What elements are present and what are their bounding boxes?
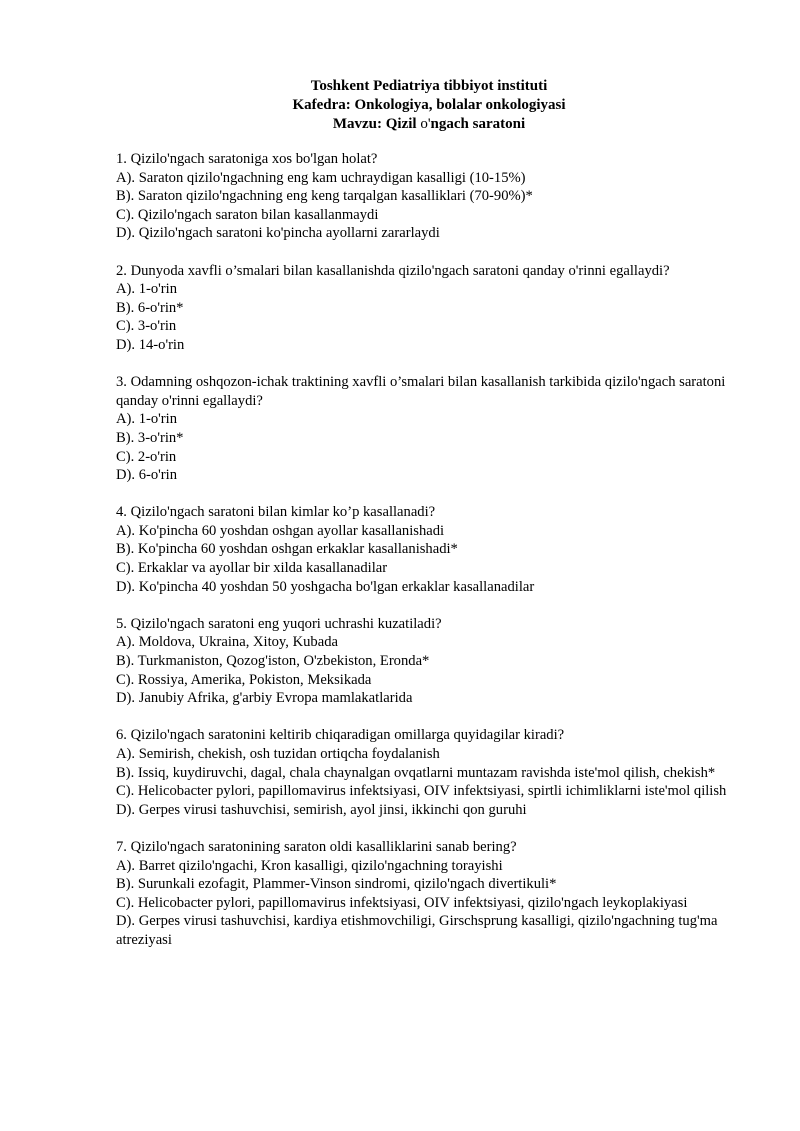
option-b: B). Issiq, kuydiruvchi, dagal, chala chaynalgan ovqatlarni muntazam ravishda iste'mol qilish, chekish*	[116, 764, 716, 781]
question-4	[116, 503, 746, 596]
option-d: D). 14-o'rin	[116, 336, 185, 353]
option-d: D). 6-o'rin	[116, 467, 177, 484]
question-1	[116, 150, 746, 243]
option-a: A). Ko'pincha 60 yoshdan oshgan ayollar kasallanishadi	[116, 522, 445, 539]
question-text: 2. Dunyoda xavfli o’smalari bilan kasallanishda qizilo'ngach saratoni qanday o'rinni egallaydi?	[116, 262, 670, 279]
question-text: 3. Odamning oshqozon-ichak traktining xavfli o’smalari bilan kasallanish tarkibida qizilo'ngach saratoni qanday o'rinni egallaydi?	[116, 374, 726, 409]
question-2	[116, 262, 746, 355]
option-c: C). Helicobacter pylori, papillomavirus infektsiyasi, OIV infektsiyasi, spirtli ichimliklarni iste'mol qilish	[116, 783, 727, 800]
question-text: 7. Qizilo'ngach saratonining saraton oldi kasalliklarini sanab bering?	[116, 838, 517, 855]
option-a: A). 1-o'rin	[116, 411, 177, 428]
option-b: B). Ko'pincha 60 yoshdan oshgan erkaklar kasallanishadi*	[116, 541, 458, 558]
option-a: A). Barret qizilo'ngachi, Kron kasalligi, qizilo'ngachning torayishi	[116, 857, 503, 874]
question-7	[116, 838, 746, 950]
option-c: C). Qizilo'ngach saraton bilan kasallanmaydi	[116, 206, 379, 223]
option-c: C). Erkaklar va ayollar bir xilda kasallanadilar	[116, 560, 388, 577]
topic-middle: o'	[420, 116, 431, 132]
option-a: A). Saraton qizilo'ngachning eng kam uchraydigan kasalligi (10-15%)	[116, 169, 526, 186]
option-a: A). 1-o'rin	[116, 281, 177, 298]
question-6	[116, 726, 746, 819]
institute-title: Toshkent Pediatriya tibbiyot instituti	[310, 78, 548, 94]
option-c: C). Rossiya, Amerika, Pokiston, Meksikada	[116, 671, 372, 688]
option-d: D). Gerpes virusi tashuvchisi, kardiya etishmovchiligi, Girschsprung kasalligi, qizilo'ngachning tug'ma atreziyasi	[116, 913, 718, 948]
topic-suffix: ngach saratoni	[430, 116, 526, 132]
question-list	[116, 150, 746, 968]
document-header	[0, 77, 800, 134]
option-b: B). Saraton qizilo'ngachning eng keng tarqalgan kasalliklari (70-90%)*	[116, 188, 533, 205]
question-text: 1. Qizilo'ngach saratoniga xos bo'lgan holat?	[116, 151, 378, 167]
question-3	[116, 373, 746, 485]
option-d: D). Gerpes virusi tashuvchisi, semirish, ayol jinsi, ikkinchi qon guruhi	[116, 801, 527, 818]
option-b: B). 6-o'rin*	[116, 299, 184, 316]
question-text: 4. Qizilo'ngach saratoni bilan kimlar ko’p kasallanadi?	[116, 504, 436, 521]
topic-prefix: Mavzu: Qizil	[332, 116, 421, 132]
topic-title	[0, 115, 800, 134]
option-d: D). Ko'pincha 40 yoshdan 50 yoshgacha bo'lgan erkaklar kasallanadilar	[116, 578, 535, 595]
option-c: C). Helicobacter pylori, papillomavirus infektsiyasi, OIV infektsiyasi, qizilo'ngach leykoplakiyasi	[116, 894, 688, 911]
option-c: C). 2-o'rin	[116, 448, 177, 465]
question-text: 5. Qizilo'ngach saratoni eng yuqori uchrashi kuzatiladi?	[116, 615, 442, 632]
option-a: A). Semirish, chekish, osh tuzidan ortiqcha foydalanish	[116, 746, 440, 762]
question-5	[116, 615, 746, 708]
option-d: D). Janubiy Afrika, g'arbiy Evropa mamlakatlarida	[116, 690, 413, 707]
department-title: Kafedra: Onkologiya, bolalar onkologiyasi	[292, 97, 566, 113]
option-a: A). Moldova, Ukraina, Xitoy, Kubada	[116, 634, 338, 651]
option-b: B). 3-o'rin*	[116, 429, 184, 446]
option-b: B). Surunkali ezofagit, Plammer-Vinson sindromi, qizilo'ngach divertikuli*	[116, 876, 557, 893]
option-c: C). 3-o'rin	[116, 318, 177, 335]
option-d: D). Qizilo'ngach saratoni ko'pincha ayollarni zararlaydi	[116, 225, 440, 242]
question-text: 6. Qizilo'ngach saratonini keltirib chiqaradigan omillarga quyidagilar kiradi?	[116, 727, 565, 744]
option-b: B). Turkmaniston, Qozog'iston, O'zbekiston, Eronda*	[116, 653, 430, 670]
